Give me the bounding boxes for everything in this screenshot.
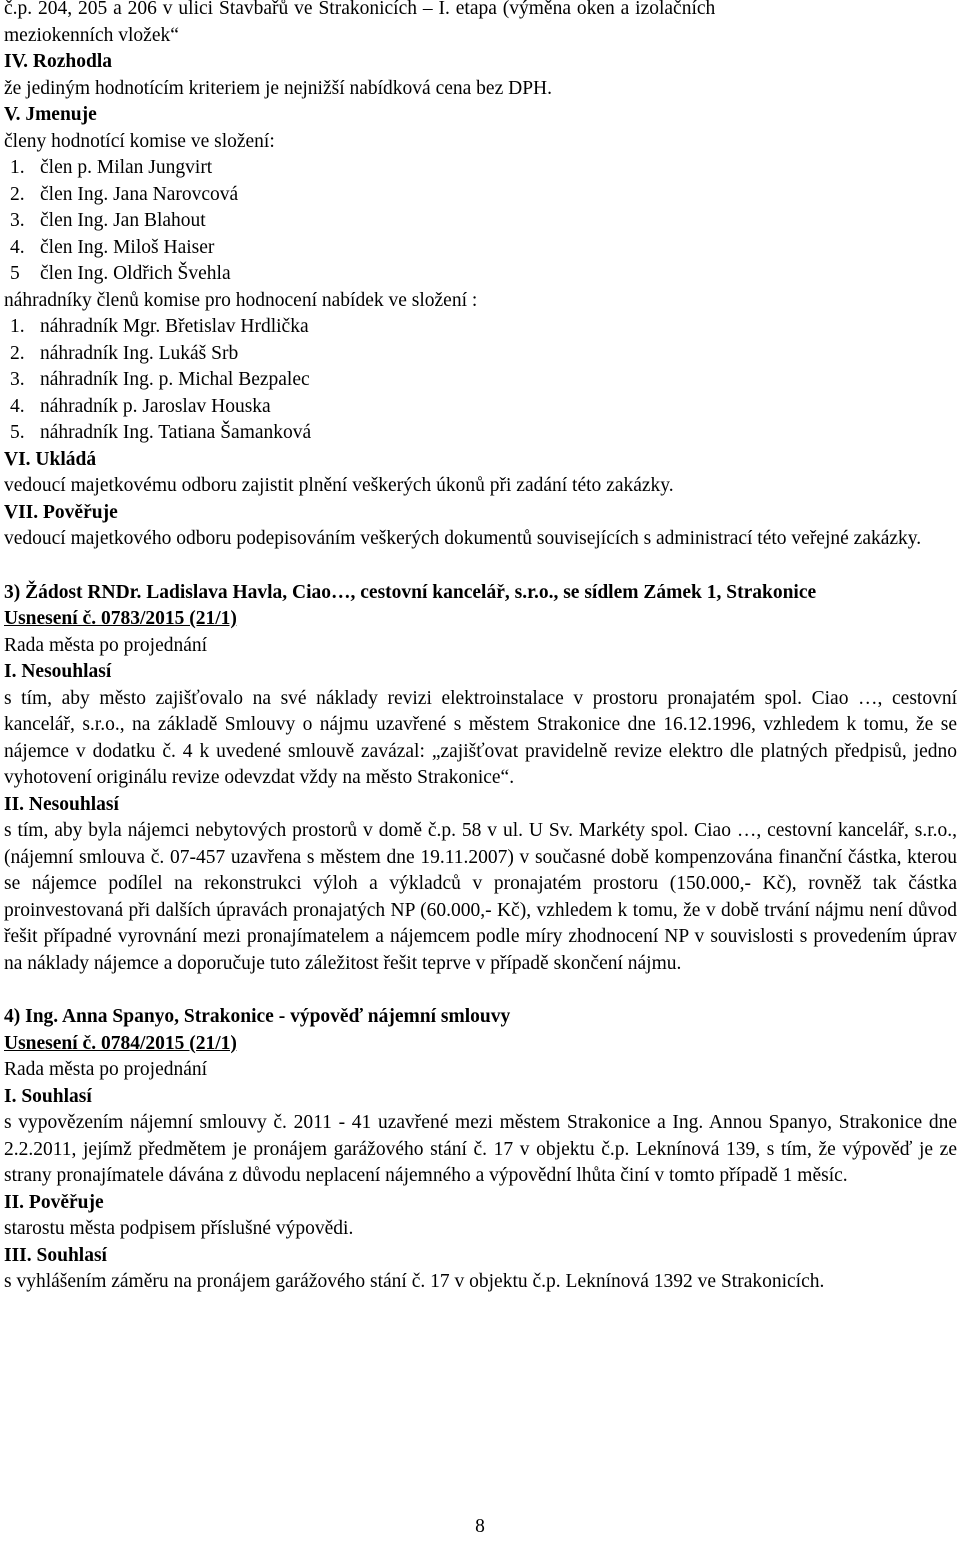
item-4-part-1-heading: I. Souhlasí bbox=[4, 1085, 92, 1107]
list-item-text: náhradník Mgr. Břetislav Hrdlička bbox=[40, 316, 309, 337]
spacer bbox=[4, 977, 957, 1004]
section-vi-heading: VI. Ukládá bbox=[4, 448, 97, 470]
list-item-text: člen Ing. Jan Blahout bbox=[40, 210, 206, 231]
list-item-text: člen Ing. Miloš Haiser bbox=[40, 236, 215, 258]
item-3-part-2-heading: II. Nesouhlasí bbox=[4, 793, 119, 815]
item-4-part-2-text: starostu města podpisem příslušné výpovědi. bbox=[4, 1218, 354, 1239]
section-vii-heading: VII. Pověřuje bbox=[4, 501, 118, 523]
list-item-number: 3. bbox=[10, 210, 25, 231]
intro-line-2: meziokenních vložek“ bbox=[4, 24, 179, 46]
section-v-heading: V. Jmenuje bbox=[4, 104, 97, 125]
list-item-text: člen Ing. Jana Narovcová bbox=[40, 183, 239, 205]
item-3-part-1-text: s tím, aby město zajišťovalo na své náklady revizi elektroinstalace v prostoru pronajatém spol. Ciao …, cestovní kancelář, s.r.o., na základě Smlouvy o nájmu uzavřené s městem Strakonice dne 16.12.1996, vzhledem k tomu, že se nájemce v dodatku č. 4 k uvedené smlouvě zavázal: „zajišťovat pravidelně revize elektro dle platných předpisů, jedno vyhotovení originálu revize odevzdat vždy na město Strakonice“. bbox=[4, 687, 957, 788]
list-item bbox=[4, 155, 957, 182]
list-item-number: 5. bbox=[10, 422, 25, 443]
list-item-number: 4. bbox=[10, 236, 25, 258]
list-item-number: 5 bbox=[10, 263, 20, 284]
item-3-resolution: Usnesení č. 0783/2015 (21/1) bbox=[4, 608, 237, 629]
item-4-part-3-heading: III. Souhlasí bbox=[4, 1244, 107, 1266]
item-4-part-1-text: s vypovězením nájemní smlouvy č. 2011 - 41 uzavřené mezi městem Strakonice a Ing. Annou Spanyo, Strakonice dne 2.2.2011, jejímž předmětem je pronájem garážového stání č. 17 v objektu č.p. Leknínová 139, s tím, že výpověď je ze strany pronajímatele dávána z důvodu neplacení nájemného a výpovědní lhůta činí v tomto případě 1 měsíc. bbox=[4, 1112, 957, 1186]
list-item bbox=[4, 314, 957, 341]
list-item-number: 4. bbox=[10, 395, 25, 417]
section-vii-text: vedoucí majetkového odboru podepisováním veškerých dokumentů souvisejících s administrací této veřejné zakázky. bbox=[4, 528, 922, 549]
list-item-number: 2. bbox=[10, 183, 25, 205]
list-item-number: 3. bbox=[10, 369, 25, 390]
section-v-text: členy hodnotící komise ve složení: bbox=[4, 130, 275, 152]
list-item-text: člen Ing. Oldřich Švehla bbox=[40, 263, 231, 284]
list-item bbox=[4, 420, 957, 447]
list-item-number: 2. bbox=[10, 342, 25, 364]
substitutes-list bbox=[4, 314, 957, 447]
list-item bbox=[4, 235, 957, 262]
item-3-part-2-text: s tím, aby byla nájemci nebytových prostorů v domě č.p. 58 v ul. U Sv. Markéty spol. Ciao …, cestovní kancelář, s.r.o.,(nájemní smlouva č. 07-457 uzavřena s městem dne 19.11.2007) v současné době kompenzována finanční částka, kterou se nájemce podílel na rekonstrukci výloh a výkladců v pronajatém prostoru (150.000,- Kč), rovněž tak částka proinvestovaná při dalších úpravách pronajatých NP (60.000,- Kč), vzhledem k tomu, že v době trvání nájmu není důvod řešit případné vyrovnání mezi pronajímatelem a nájemcem podle míry zhodnocení NP v souvislosti s provedením úprav na náklady nájemce a doporučuje tuto záležitost řešit teprve v případě skončení nájmu. bbox=[4, 820, 957, 974]
page-number: 8 bbox=[475, 1516, 485, 1537]
item-4-part-2-heading: II. Pověřuje bbox=[4, 1191, 104, 1213]
list-item bbox=[4, 367, 957, 394]
substitutes-intro: náhradníky členů komise pro hodnocení nabídek ve složení : bbox=[4, 289, 478, 311]
list-item bbox=[4, 261, 957, 288]
item-3-council: Rada města po projednání bbox=[4, 634, 208, 656]
spacer bbox=[4, 553, 957, 580]
list-item bbox=[4, 394, 957, 421]
item-3-part-1-heading: I. Nesouhlasí bbox=[4, 661, 112, 682]
list-item-number: 1. bbox=[10, 157, 25, 178]
document-page bbox=[4, 0, 957, 1296]
list-item-text: náhradník Ing. Tatiana Šamanková bbox=[40, 422, 312, 443]
committee-members-list bbox=[4, 155, 957, 288]
item-4-council: Rada města po projednání bbox=[4, 1059, 208, 1080]
section-iv-text: že jediným hodnotícím kriteriem je nejnižší nabídková cena bez DPH. bbox=[4, 77, 552, 99]
list-item-text: náhradník Ing. Lukáš Srb bbox=[40, 342, 239, 364]
list-item-text: náhradník Ing. p. Michal Bezpalec bbox=[40, 369, 310, 390]
item-4-part-3-text: s vyhlášením záměru na pronájem garážového stání č. 17 v objektu č.p. Leknínová 1392 ve Strakonicích. bbox=[4, 1271, 825, 1292]
list-item-text: náhradník p. Jaroslav Houska bbox=[40, 395, 271, 417]
list-item bbox=[4, 182, 957, 209]
intro-line-1: č.p. 204, 205 a 206 v ulici Stavbařů ve Strakonicích – I. etapa (výměna oken a izolačních bbox=[4, 0, 716, 19]
item-3-title: 3) Žádost RNDr. Ladislava Havla, Ciao…, cestovní kancelář, s.r.o., se sídlem Zámek 1, Strakonice bbox=[4, 581, 817, 603]
section-vi-text: vedoucí majetkovému odboru zajistit plnění veškerých úkonů při zadání této zakázky. bbox=[4, 475, 674, 496]
section-iv-heading: IV. Rozhodla bbox=[4, 51, 113, 72]
list-item bbox=[4, 341, 957, 368]
list-item-number: 1. bbox=[10, 316, 25, 337]
list-item-text: člen p. Milan Jungvirt bbox=[40, 157, 213, 178]
item-4-resolution: Usnesení č. 0784/2015 (21/1) bbox=[4, 1032, 237, 1054]
list-item bbox=[4, 208, 957, 235]
item-4-title: 4) Ing. Anna Spanyo, Strakonice - výpověď nájemní smlouvy bbox=[4, 1006, 511, 1027]
